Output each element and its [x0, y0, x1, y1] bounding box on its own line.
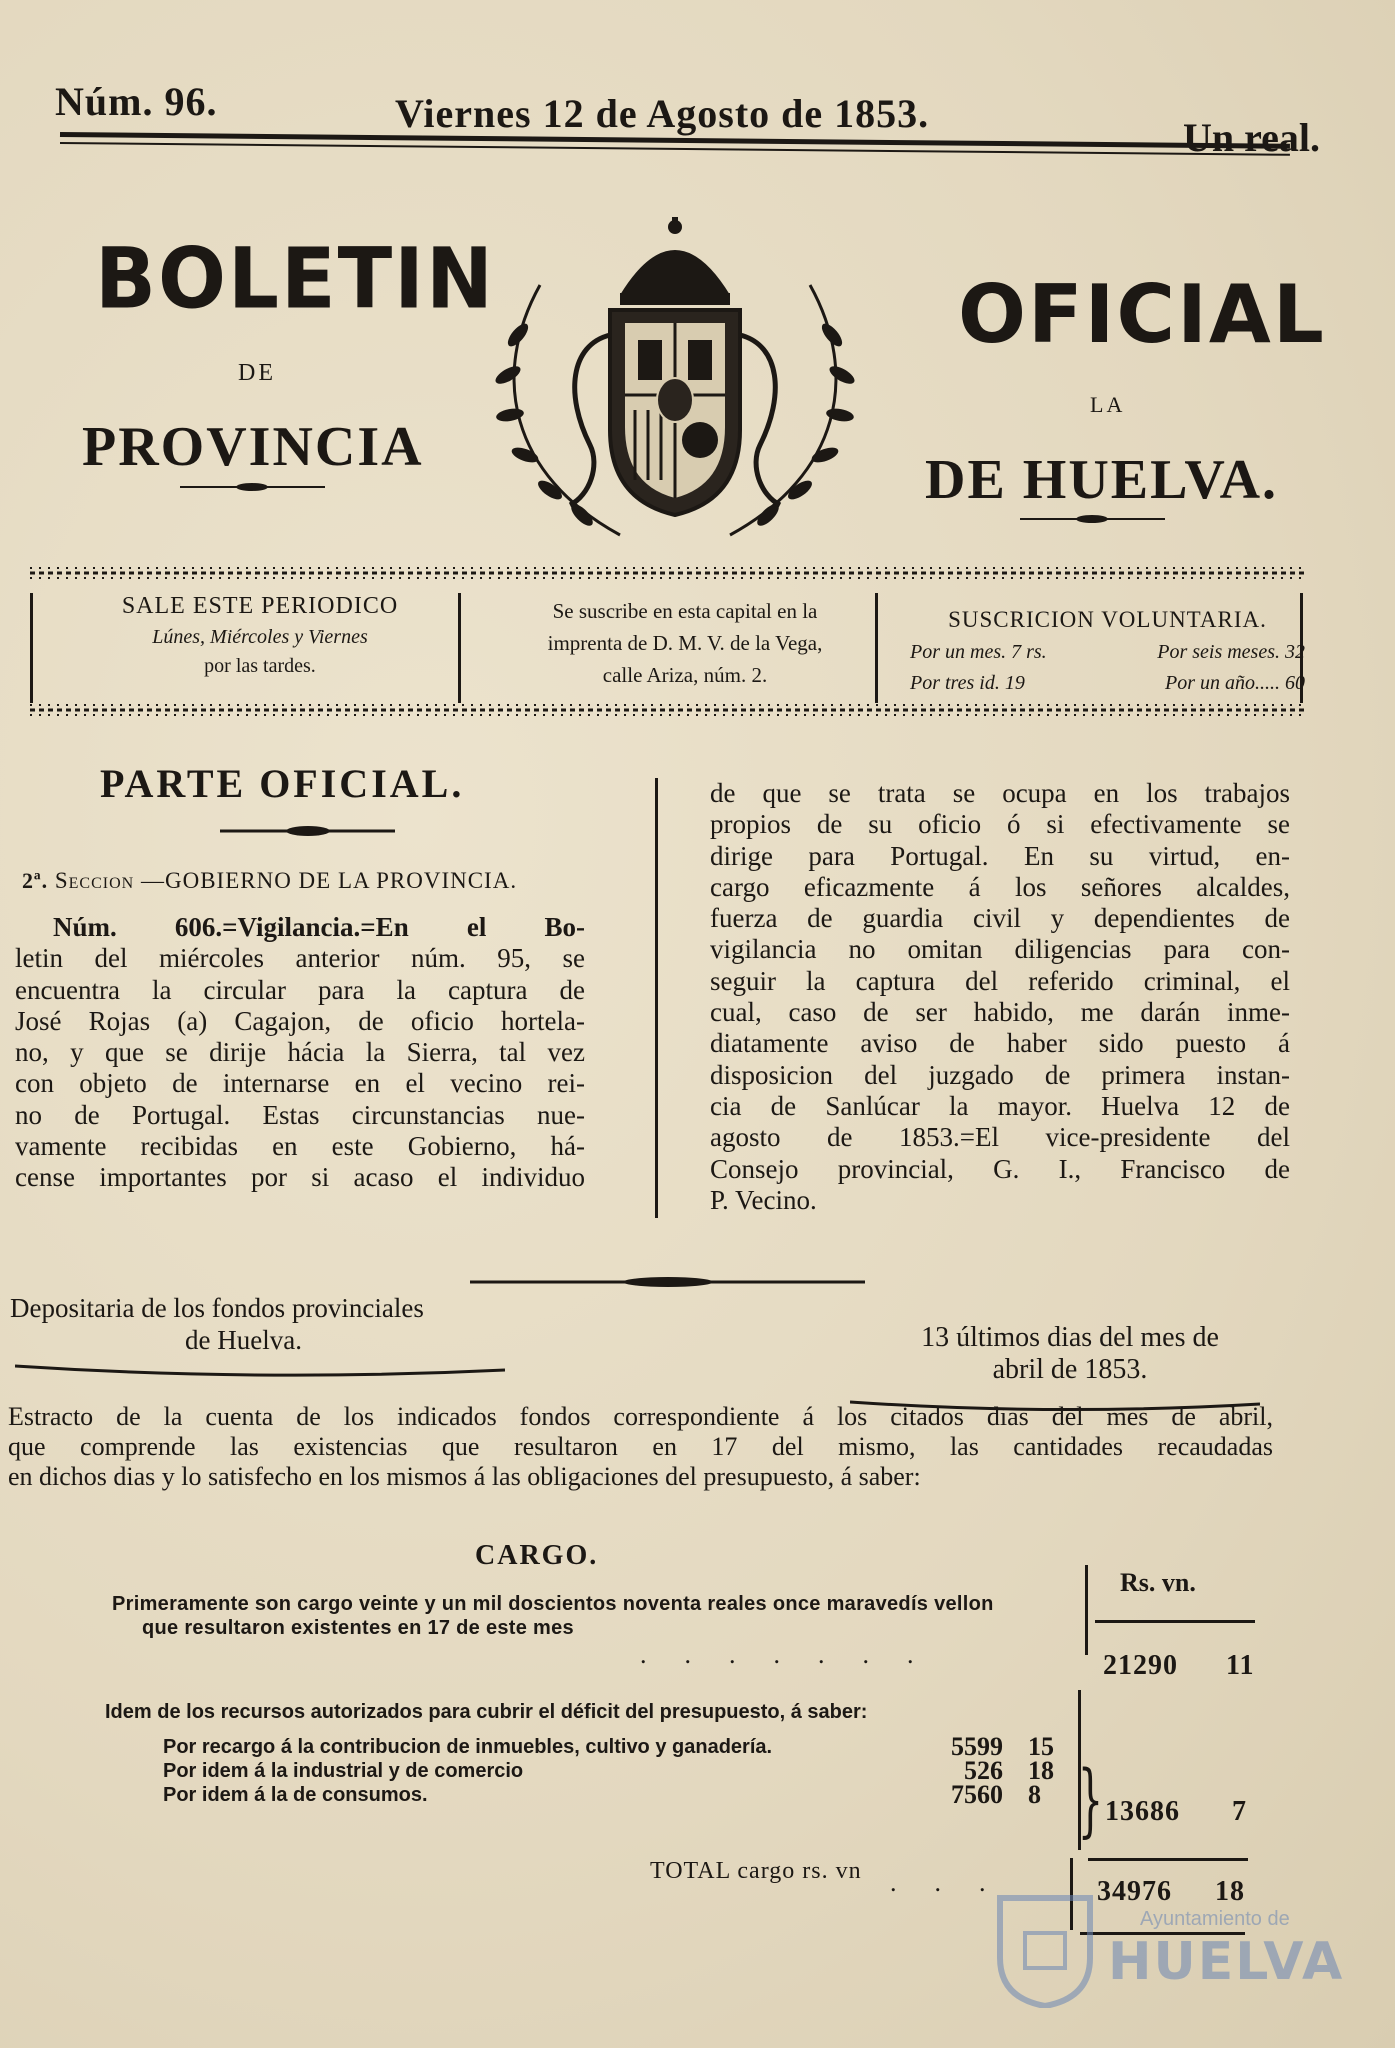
location-line-3: calle Ariza, núm. 2.	[602, 663, 768, 687]
text-line: vamente recibidas en este Gobierno, há-	[15, 1131, 585, 1162]
total-cents: 18	[1215, 1876, 1245, 1907]
leader-dots: ...	[890, 1868, 1024, 1897]
text-line: cual, caso de ser habido, me darán inme-	[710, 997, 1290, 1028]
item1-amount: 21290	[1103, 1650, 1178, 1681]
masthead-provincia: PROVINCIA	[82, 416, 424, 478]
item1-line-2: que resultaron existentes en 17 de este mes	[142, 1617, 574, 1639]
section-separator	[470, 1275, 865, 1289]
column-divider	[655, 778, 658, 1218]
issue-header	[55, 72, 1320, 160]
subitem-label: Por recargo á la contribucion de inmuebles, cultivo y ganadería.	[163, 1736, 773, 1758]
box-divider-1	[458, 593, 461, 703]
royal-coat-of-arms-icon	[470, 215, 880, 550]
subitem-value: 5599	[951, 1732, 1003, 1761]
subscription-prices	[910, 607, 1305, 695]
subitem-label: Por idem á la de consumos.	[163, 1784, 428, 1806]
article-right-column	[710, 778, 1290, 1216]
text-line: Consejo provincial, G. I., Francisco de	[710, 1153, 1290, 1184]
subitem-row	[163, 1756, 1063, 1785]
period-line-1: 13 últimos dias del mes de	[921, 1322, 1219, 1353]
text-line: P. Vecino.	[710, 1184, 817, 1215]
section-label: Seccion	[54, 868, 135, 893]
section-subtitle	[22, 868, 517, 894]
price-one-month: Por un mes. 7 rs.	[910, 641, 1047, 663]
box-divider-left	[30, 593, 33, 703]
ornament-right	[1020, 514, 1165, 524]
subitem-label: Por idem á la industrial y de comercio	[163, 1760, 524, 1782]
issue-date: Viernes 12 de Agosto de 1853.	[395, 91, 930, 136]
text-line: Núm. 606.=Vigilancia.=En el Bo-	[53, 912, 585, 942]
watermark-line-2: HUELVA	[1108, 1932, 1345, 1992]
cargo-item-2: Idem de los recursos autorizados para cubrir el déficit del presupuesto, á saber:	[105, 1701, 868, 1723]
masthead-oficial: OFICIAL	[958, 268, 1326, 361]
subitem-value: 7560	[951, 1780, 1003, 1809]
text-line: disposicion del juzgado de primera instan-	[710, 1059, 1290, 1090]
total-label: TOTAL cargo rs. vn	[650, 1858, 862, 1884]
text-line: letin del miércoles anterior núm. 95, se	[15, 943, 585, 974]
masthead-boletin: BOLETIN	[95, 229, 495, 328]
text-line: José Rojas (a) Cagajon, de oficio hortela-	[15, 1005, 585, 1036]
masthead-de: DE	[238, 360, 276, 386]
cargo-item-1	[112, 1592, 1072, 1640]
text-line: con objeto de internarse en el vecino rei-	[15, 1068, 585, 1099]
price-six-months: Por seis meses. 32	[1157, 641, 1305, 663]
total-amount: 34976	[1097, 1876, 1172, 1907]
cargo-subitems	[163, 1732, 1063, 1809]
price-one-year: Por un año..... 60	[1165, 672, 1305, 694]
section-number: 2ª.	[22, 868, 49, 893]
item2-amount: 13686	[1105, 1796, 1180, 1827]
subitem-cents: 15	[1028, 1732, 1054, 1761]
text-line: seguir la captura del referido criminal, el	[710, 965, 1290, 996]
intro-line: que comprende las existencias que resultaron en 17 del mismo, las cantidades recaudadas	[8, 1432, 1273, 1461]
text-line: vigilancia no omitan diligencias para con-	[710, 934, 1290, 965]
schedule-time: por las tardes.	[204, 655, 316, 677]
text-line: cargo eficazmente á los señores alcaldes,	[710, 871, 1290, 902]
depositaria-title	[10, 1292, 530, 1356]
text-line: no, y que se dirije hácia la Sierra, tal vez	[15, 1037, 585, 1068]
text-line: encuentra la circular para la captura de	[15, 974, 585, 1005]
location-line-1: Se suscribe en esta capital en la	[552, 599, 818, 623]
depositaria-title-line-1: Depositaria de los fondos provinciales	[10, 1293, 424, 1323]
text-line: fuerza de guardia civil y dependientes de	[710, 903, 1290, 934]
subitem-cents: 18	[1028, 1756, 1054, 1785]
schedule-days: Lúnes, Miércoles y Viernes	[152, 626, 368, 648]
text-line: agosto de 1853.=El vice-presidente del	[710, 1122, 1290, 1153]
price-three-months: Por tres id. 19	[910, 672, 1025, 694]
item1-line-1: Primeramente son cargo veinte y un mil doscientos noventa reales once maravedís vellon	[112, 1593, 994, 1615]
subitem-cents: 8	[1028, 1780, 1041, 1809]
prices-row-2	[910, 672, 1305, 695]
archive-watermark	[990, 1888, 1345, 2008]
prices-row-1	[910, 641, 1305, 664]
text-line: propios de su oficio ó si efectivamente se	[710, 809, 1290, 840]
ornament-left	[180, 482, 325, 492]
account-rule-vertical	[1085, 1565, 1088, 1655]
section-title: —GOBIERNO DE LA PROVINCIA.	[140, 868, 518, 893]
item1-cents: 11	[1226, 1650, 1255, 1681]
currency-column-header: Rs. vn.	[1120, 1568, 1196, 1597]
depositaria-title-line-2: de Huelva.	[185, 1325, 302, 1355]
masthead-la: LA	[1090, 392, 1126, 417]
leader-dots: .......	[640, 1640, 952, 1669]
prices-title: SUSCRICION VOLUNTARIA.	[948, 607, 1267, 632]
issue-price: Un real.	[1182, 115, 1320, 160]
article-left-column	[15, 912, 585, 1194]
subitem-value: 526	[964, 1756, 1003, 1785]
text-line: cense importantes por si acaso el individuo	[15, 1162, 585, 1193]
text-line: de que se trata se ocupa en los trabajos	[710, 778, 1290, 808]
intro-line: Estracto de la cuenta de los indicados fondos correspondiente á los citados dias del mes de abril,	[8, 1402, 1273, 1431]
publication-schedule	[70, 593, 450, 678]
watermark-line-1: Ayuntamiento de	[1140, 1908, 1290, 1930]
text-line: no de Portugal. Estas circunstancias nue-	[15, 1099, 585, 1130]
section-heading: PARTE OFICIAL.	[100, 761, 465, 806]
period-line-2: abril de 1853.	[992, 1354, 1148, 1385]
heading-ornament	[220, 825, 395, 837]
account-rule-horizontal	[1095, 1620, 1255, 1623]
city-shield-icon	[990, 1888, 1100, 2008]
subscription-location	[470, 595, 900, 691]
subtotal-brace: }	[1077, 1753, 1104, 1846]
chain-border-top	[30, 565, 1305, 581]
account-intro	[8, 1402, 1273, 1492]
intro-line: en dichos dias y lo satisfecho en los mismos á las obligaciones del presupuesto, á saber:	[8, 1462, 921, 1491]
schedule-title: SALE ESTE PERIODICO	[121, 593, 399, 619]
text-line: dirige para Portugal. En su virtud, en-	[710, 840, 1290, 871]
account-period	[875, 1322, 1265, 1386]
text-line: diatamente aviso de haber sido puesto á	[710, 1028, 1290, 1059]
title-flourish	[15, 1362, 505, 1378]
account-rule-horizontal	[1088, 1858, 1248, 1861]
masthead-huelva: DE HUELVA.	[925, 449, 1279, 511]
subscription-box	[30, 565, 1305, 750]
issue-number: Núm. 96.	[55, 79, 218, 124]
subitem-row	[163, 1780, 1063, 1809]
subitem-row	[163, 1732, 1063, 1761]
location-line-2: imprenta de D. M. V. de la Vega,	[547, 631, 823, 655]
item2-cents: 7	[1232, 1796, 1247, 1827]
cargo-heading: CARGO.	[475, 1540, 599, 1571]
chain-border-bottom	[30, 702, 1305, 718]
text-line: cia de Sanlúcar la mayor. Huelva 12 de	[710, 1090, 1290, 1121]
